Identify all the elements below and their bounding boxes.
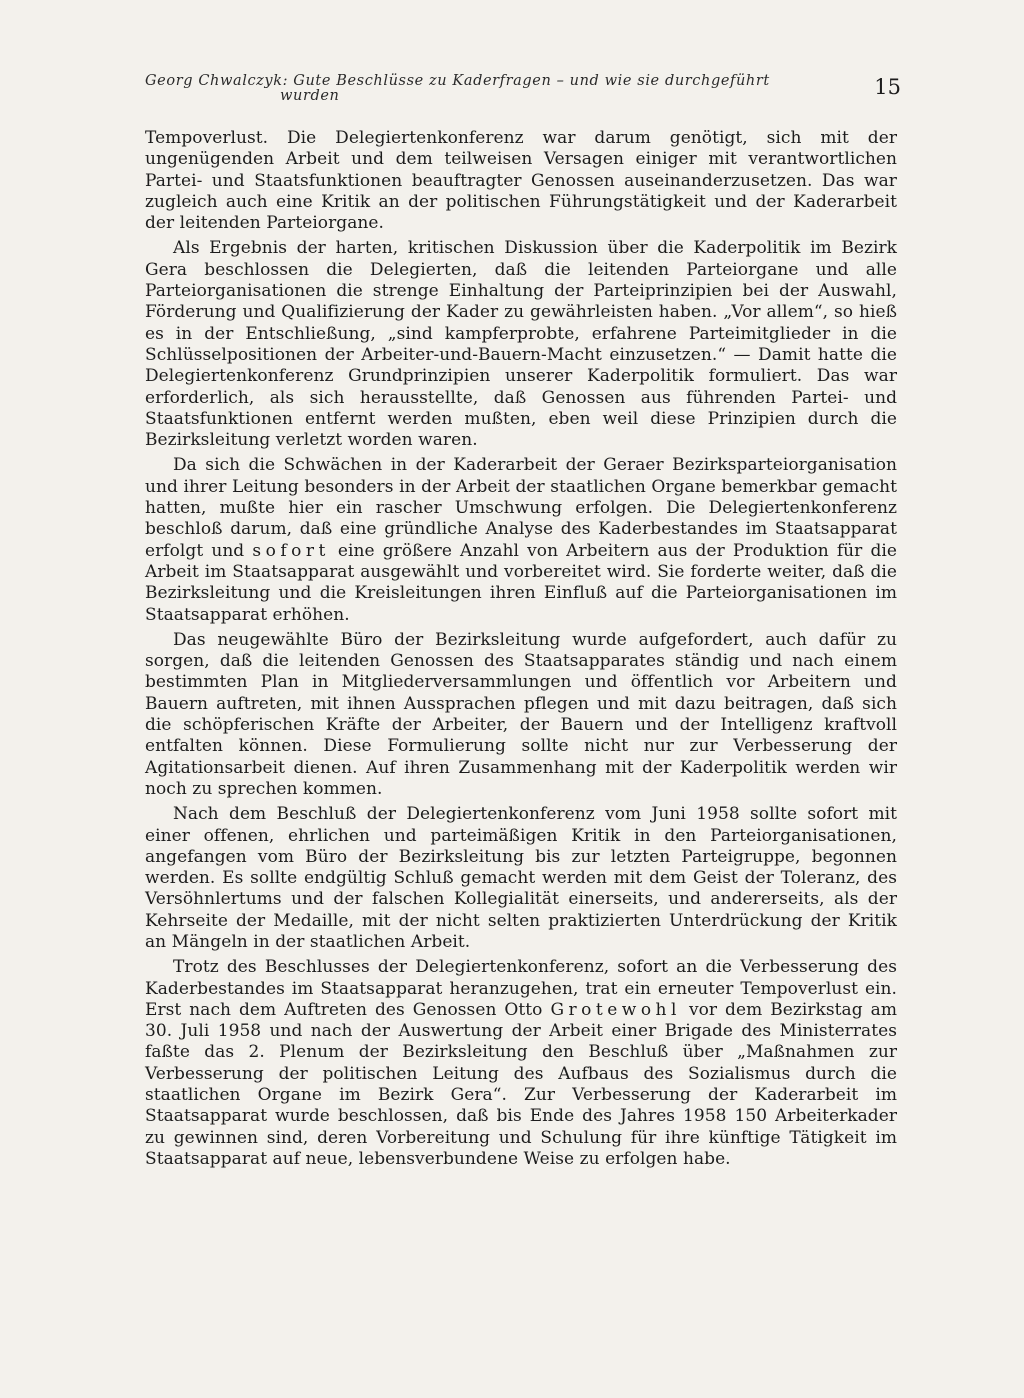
running-header xyxy=(145,74,905,108)
page-number: 15 xyxy=(874,75,901,99)
header-title-line-1: Georg Chwalczyk: Gute Beschlüsse zu Kaderfragen – und wie sie durchgeführt xyxy=(145,73,770,89)
paragraph-6-part-b: vor dem Bezirkstag am 30. Juli 1958 und nach der Auswertung der Arbeit einer Brigade des Ministerrates faßte das 2. Plenum der Bezirksleitung den Beschluß über „Maßnahmen zur Verbesserung der politischen Leitung des Aufbaus des Sozialismus durch die staatlichen Organe im Bezirk Gera“. Zur Verbesserung der Kaderarbeit im Staatsapparat wurde beschlossen, daß bis Ende des Jahres 1958 150 Arbeiterkader zu gewinnen sind, deren Vorbereitung und Schulung für ihre künftige Tätigkeit im Staatsapparat auf neue, lebensverbundene Weise zu erfolgen habe. xyxy=(145,999,897,1169)
emphasis-grotewohl: Grotewohl xyxy=(550,999,681,1020)
paragraph-4: Das neugewählte Büro der Bezirksleitung wurde aufgefordert, auch dafür zu sorgen, daß die leitenden Genossen des Staatsapparates ständig und nach einem bestimmten Plan in Mitgliederversammlungen und öffentlich vor Arbeitern und Bauern auftreten, mit ihnen Aussprachen pflegen und mit dazu beitragen, daß sich die schöpferischen Kräfte der Arbeiter, der Bauern und der Intelligenz kraftvoll entfalten können. Diese Formulierung sollte nicht nur zur Verbesserung der Agitationsarbeit dienen. Auf ihren Zusammenhang mit der Kaderpolitik werden wir noch zu sprechen kommen. xyxy=(145,629,897,799)
paragraph-3-part-b: eine größere Anzahl von Arbeitern aus der Produktion für die Arbeit im Staatsapparat ausgewählt und vorbereitet wird. Sie forderte weiter, daß die Bezirksleitung und die Kreisleitungen ihren Einfluß auf die Parteiorganisationen im Staatsapparat erhöhen. xyxy=(145,540,897,625)
header-title xyxy=(145,74,825,104)
emphasis-sofort: sofort xyxy=(252,540,330,561)
paragraph-3 xyxy=(145,455,897,625)
paragraph-6-part-a: Trotz des Beschlusses der Delegiertenkonferenz, sofort an die Verbesserung des Kaderbestandes im Staatsapparat heranzugehen, trat ein erneuter Tempoverlust ein. Erst nach dem Auftreten des Genossen Otto xyxy=(145,957,897,1020)
paragraph-6 xyxy=(145,957,897,1170)
header-title-line-2: wurden xyxy=(280,88,340,104)
paragraph-1: Tempoverlust. Die Delegiertenkonferenz war darum genötigt, sich mit der ungenügenden Arbeit und dem teilweisen Versagen einiger mit verantwortlichen Partei- und Staatsfunktionen beauftragter Genossen auseinanderzusetzen. Das war zugleich auch eine Kritik an der politischen Führungstätigkeit und der Kaderarbeit der leitenden Parteiorgane. xyxy=(145,128,897,234)
paragraph-2: Als Ergebnis der harten, kritischen Diskussion über die Kaderpolitik im Bezirk Gera beschlossen die Delegierten, daß die leitenden Parteiorgane und alle Parteiorganisationen die strenge Einhaltung der Parteiprinzipien bei der Auswahl, Förderung und Qualifizierung der Kader zu gewährleisten haben. „Vor allem“, so hieß es in der Entschließung, „sind kampferprobte, erfahrene Parteimitglieder in die Schlüsselpositionen der Arbeiter-und-Bauern-Macht einzusetzen.“ — Damit hatte die Delegiertenkonferenz Grundprinzipien unserer Kaderpolitik formuliert. Das war erforderlich, als sich herausstellte, daß Genossen aus führenden Partei- und Staatsfunktionen entfernt werden mußten, eben weil diese Prinzipien durch die Bezirksleitung verletzt worden waren. xyxy=(145,238,897,451)
paragraph-3-part-a: Da sich die Schwächen in der Kaderarbeit der Geraer Bezirksparteiorganisation und ihrer Leitung besonders in der Arbeit der staatlichen Organe bemerkbar gemacht hatten, mußte hier ein rascher Umschwung erfolgen. Die Delegiertenkonferenz beschloß darum, daß eine gründliche Analyse des Kaderbestandes im Staatsapparat erfolgt und xyxy=(145,455,897,561)
paragraph-5: Nach dem Beschluß der Delegiertenkonferenz vom Juni 1958 sollte sofort mit einer offenen, ehrlichen und parteimäßigen Kritik in den Parteiorganisationen, angefangen vom Büro der Bezirksleitung bis zur letzten Parteigruppe, begonnen werden. Es sollte endgültig Schluß gemacht werden mit dem Geist der Toleranz, des Versöhnlertums und der falschen Kollegialität einerseits, und andererseits, als der Kehrseite der Medaille, mit der nicht selten praktizierten Unterdrückung der Kritik an Mängeln in der staatlichen Arbeit. xyxy=(145,804,897,952)
body-text xyxy=(145,128,897,1170)
